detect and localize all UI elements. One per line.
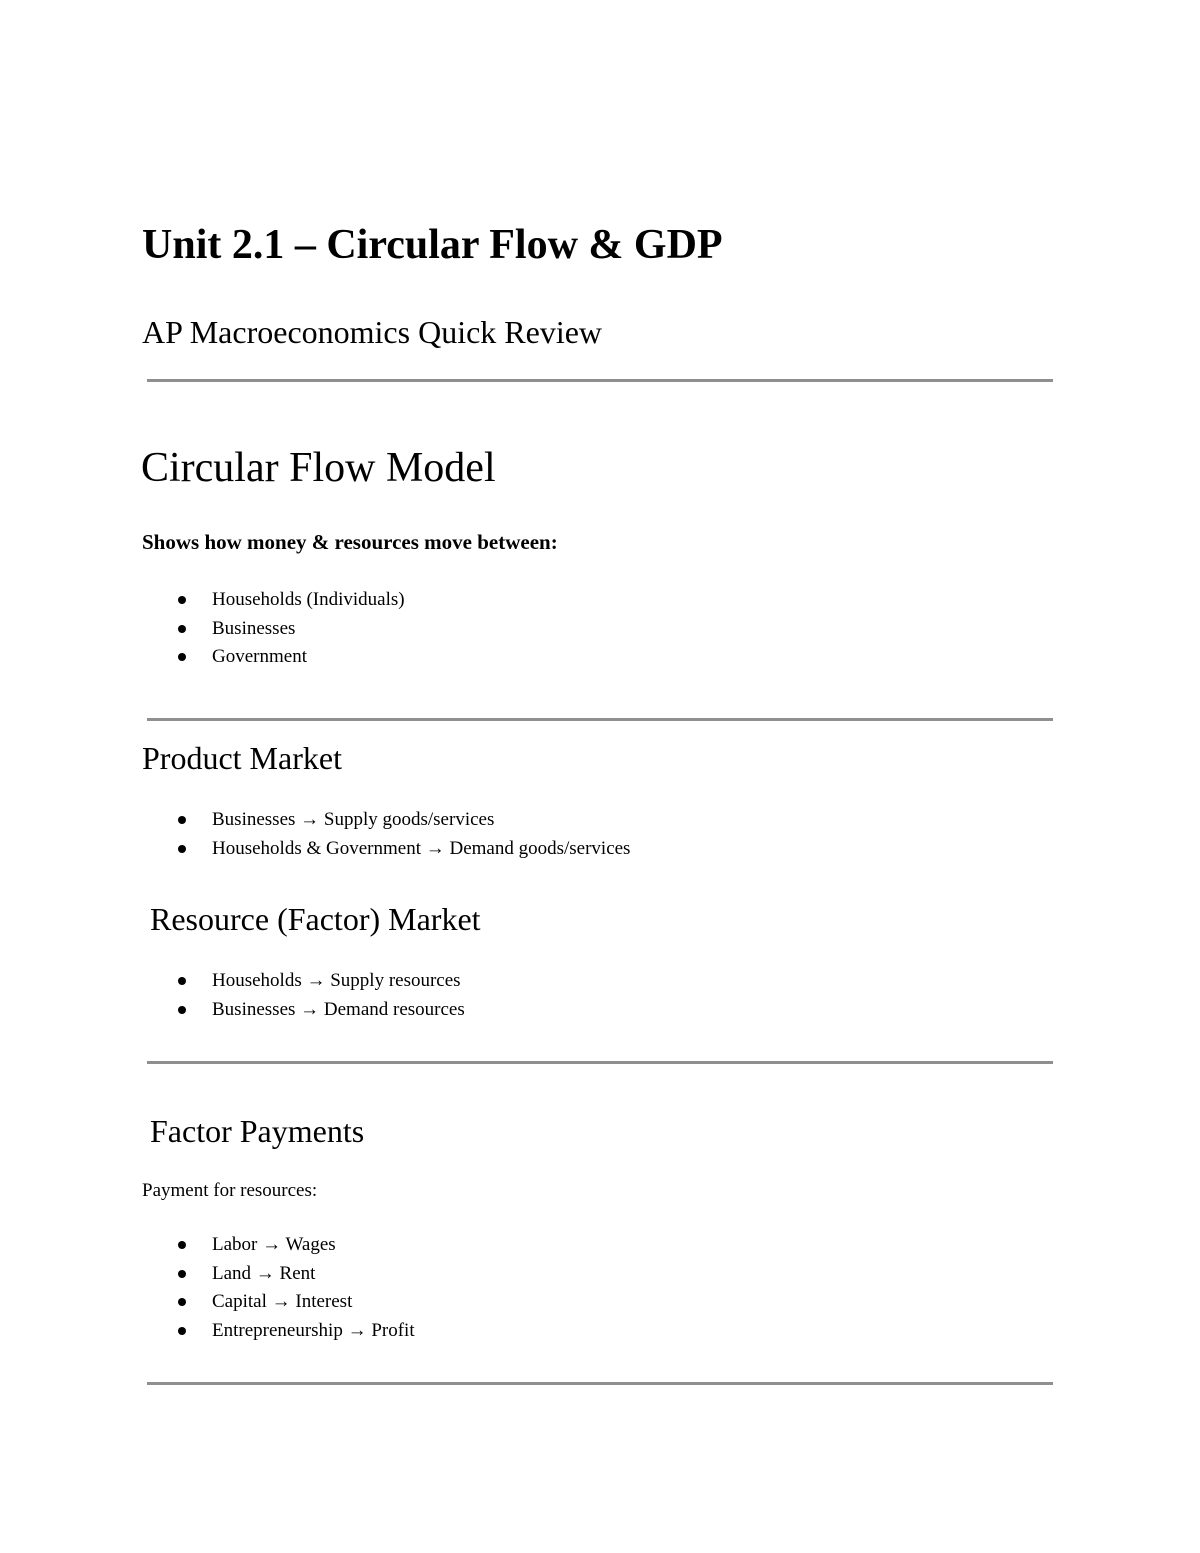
list-item-text: Households & Government → Demand goods/services: [212, 837, 631, 859]
list-item-text: Capital → Interest: [212, 1291, 353, 1312]
list-item-text: Households (Individuals): [212, 589, 405, 610]
bullet-icon: [178, 1298, 186, 1306]
bullet-icon: [178, 596, 186, 604]
bullet-icon: [178, 1006, 186, 1014]
bullet-list-factor-payments: [0, 1235, 415, 1349]
section-heading-resource-market: Resource (Factor) Market: [150, 901, 481, 937]
list-item: [0, 1321, 415, 1350]
bullet-icon: [178, 977, 186, 985]
bullet-icon: [178, 816, 186, 824]
list-item: [0, 590, 405, 619]
divider: [147, 1382, 1053, 1385]
bullet-list-resource-market: [0, 971, 465, 1028]
list-item: [0, 1000, 465, 1029]
list-item: [0, 1235, 415, 1264]
list-item-text: Businesses: [212, 617, 296, 639]
bullet-list-product-market: [0, 810, 630, 869]
bullet-list-circular-flow: [0, 590, 405, 676]
section-heading-factor-payments: Factor Payments: [150, 1113, 365, 1149]
section-lead-factor-payments: Payment for resources:: [142, 1180, 318, 1201]
list-item-text: Entrepreneurship → Profit: [212, 1319, 415, 1341]
list-item-text: Labor → Wages: [212, 1234, 336, 1255]
section-heading-circular-flow: Circular Flow Model: [141, 445, 496, 491]
list-item-text: Businesses → Demand resources: [212, 998, 465, 1020]
document-title: Unit 2.1 – Circular Flow & GDP: [142, 222, 723, 268]
bullet-icon: [178, 845, 186, 853]
list-item: [0, 647, 405, 676]
list-item-text: Government: [212, 646, 307, 667]
bullet-icon: [178, 1270, 186, 1278]
list-item: [0, 971, 465, 1000]
divider: [147, 1061, 1053, 1064]
section-heading-product-market: Product Market: [142, 740, 342, 776]
section-lead-circular-flow: Shows how money & resources move between:: [142, 530, 558, 554]
list-item-text: Land → Rent: [212, 1262, 316, 1284]
bullet-icon: [178, 1327, 186, 1335]
list-item-text: Businesses → Supply goods/services: [212, 809, 495, 830]
bullet-icon: [178, 625, 186, 633]
bullet-icon: [178, 1241, 186, 1249]
document-subtitle: AP Macroeconomics Quick Review: [142, 314, 603, 350]
list-item: [0, 1264, 415, 1293]
list-item: [0, 810, 630, 839]
list-item-text: Households → Supply resources: [212, 970, 461, 991]
divider: [147, 379, 1053, 382]
list-item: [0, 839, 630, 869]
divider: [147, 718, 1053, 721]
list-item: [0, 1292, 415, 1321]
bullet-icon: [178, 653, 186, 661]
list-item: [0, 619, 405, 648]
